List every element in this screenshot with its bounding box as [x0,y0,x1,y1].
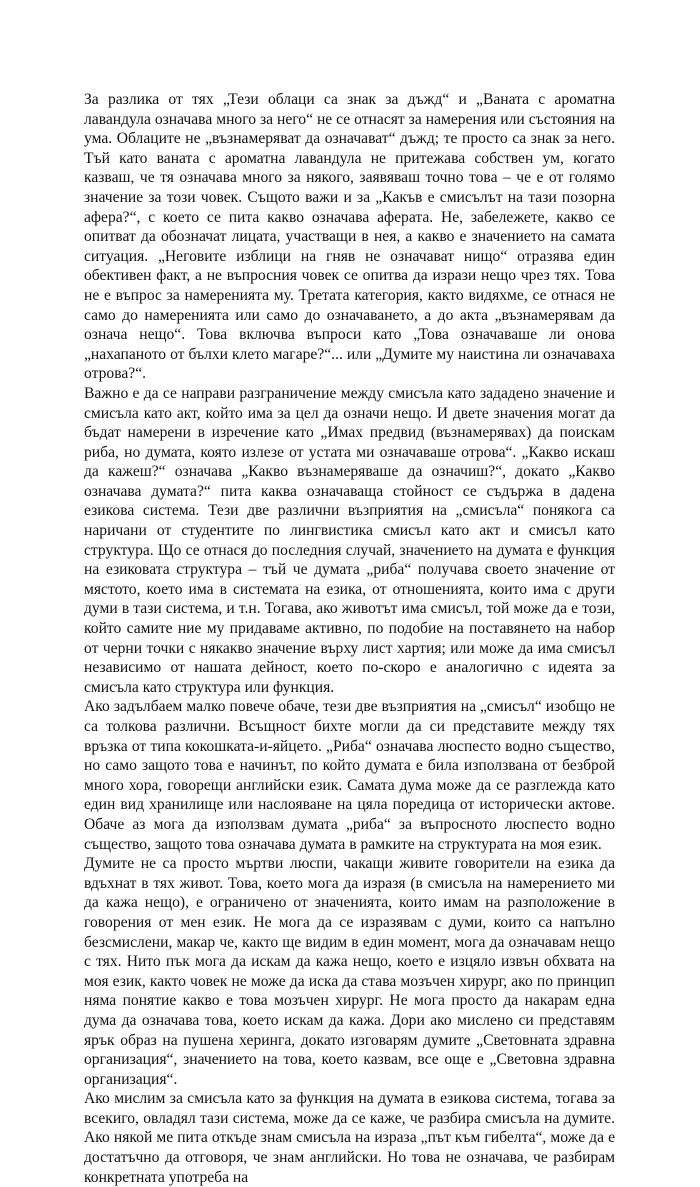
paragraph-1: За разлика от тях „Тези облаци са знак за дъжд“ и „Ваната с ароматна лавандула означава много за него“ не се отнасят за намерения или състояния на ума. Облаците не „възнамеряват да означават“ дъжд; те просто са знак за него. Тъй като ваната с ароматна лавандула не притежава собствен ум, когато казваш, че тя означава много за някого, заявяваш точно това – че е от голямо значение за този човек. Същото важи и за „Какъв е смисълът на тази позорна афера?“, с което се пита какво означава аферата. Не, забележете, какво се опитват да обозначат лицата, участващи в нея, а какво е значението на самата ситуация. „Неговите изблици на гняв не означават нищо“ отразява един обективен факт, а не въпросния човек се опитва да изрази нещо чрез тях. Това не е въпрос за намеренията му. Третата категория, както видяхме, се отнася не само до намеренията или само до означаването, а до акта „възнамерявам да означа нещо“. Това включва въпроси като „Това означаваше ли онова „нахапаното от бълхи клето магаре?“... или „Думите му наистина ли означаваха отрова?“. [84,91,615,383]
paragraph-5: Ако мислим за смисъла като за функция на думата в езикова система, тогава за всекиго, овладял тази система, може да се каже, че разбира смисъла на думите. Ако някой ме пита откъде знам смисъла на израза „път към гибелта“, може да е достатъчно да отговоря, че знам английски. Но това не означава, че разбирам конкретната употреба на [84,1090,615,1186]
paragraph-3: Ако задълбаем малко повече обаче, тези две възприятия на „смисъл“ изобщо не са толкова различни. Всъщност бихте могли да си представите между тях връзка от типа кокошката-и-яйцето. „Риба“ означава люспесто водно същество, но само защото това е начинът, по който думата е била използвана от безброй много хора, говорещи английски език. Самата дума може да се разглежда като един вид хранилище или наслояване на цяла поредица от исторически актове. Обаче аз мога да използвам думата „риба“ за въпросното люспесто водно същество, защото това означава думата в рамките на структурата на моя език. [84,698,615,853]
paragraph-4: Думите не са просто мъртви люспи, чакащи живите говорители на езика да вдъхнат в тях живот. Това, което мога да изразя (в смисъла на намерението ми да кажа нещо), е ограничено от значенията, които имам на разположение в говорения от мен език. Не мога да се изразявам с думи, които са напълно безсмислени, макар че, както ще видим в един момент, мога да означавам нещо с тях. Нито пък мога да искам да кажа нещо, което е изцяло извън обхвата на моя език, както човек не може да иска да става мозъчен хирург, ако по принцип няма понятие какво е това мозъчен хирург. Не мога просто да накарам една дума да означава това, което искам да кажа. Дори ако мислено си представям ярък образ на пушена херинга, докато изговарям думите „Световната здравна организация“, значението на това, което казвам, все още е „Световна здравна организация“. [84,855,615,1088]
document-page [84,90,615,1187]
paragraph-2: Важно е да се направи разграничение между смисъла като зададено значение и смисъла като акт, който има за цел да означи нещо. И двете значения могат да бъдат намерени в изречение като „Имах предвид (възнамерявах) да поискам риба, но думата, която излезе от устата ми означаваше отрова“. „Какво искаш да кажеш?“ означава „Какво възнамеряваше да означиш?“, докато „Какво означава думата?“ пита каква означаваща стойност се съдържа в дадена езикова система. Тези две различни възприятия на „смисъла“ понякога са наричани от студентите по лингвистика смисъл като акт и смисъл като структура. Що се отнася до последния случай, значението на думата е функция на езиковата структура – тъй че думата „риба“ получава своето значение от мястото, което има в системата на езика, от отношенията, които има с други думи в тази система, и т.н. Тогава, ако животът има смисъл, той може да е този, който самите ние му придаваме активно, по подобие на поставянето на набор от черни точки с някакво значение върху лист хартия; или може да има смисъл независимо от нашата дейност, което по-скоро е аналогично с идеята за смисъла като структура или функция. [84,384,615,696]
